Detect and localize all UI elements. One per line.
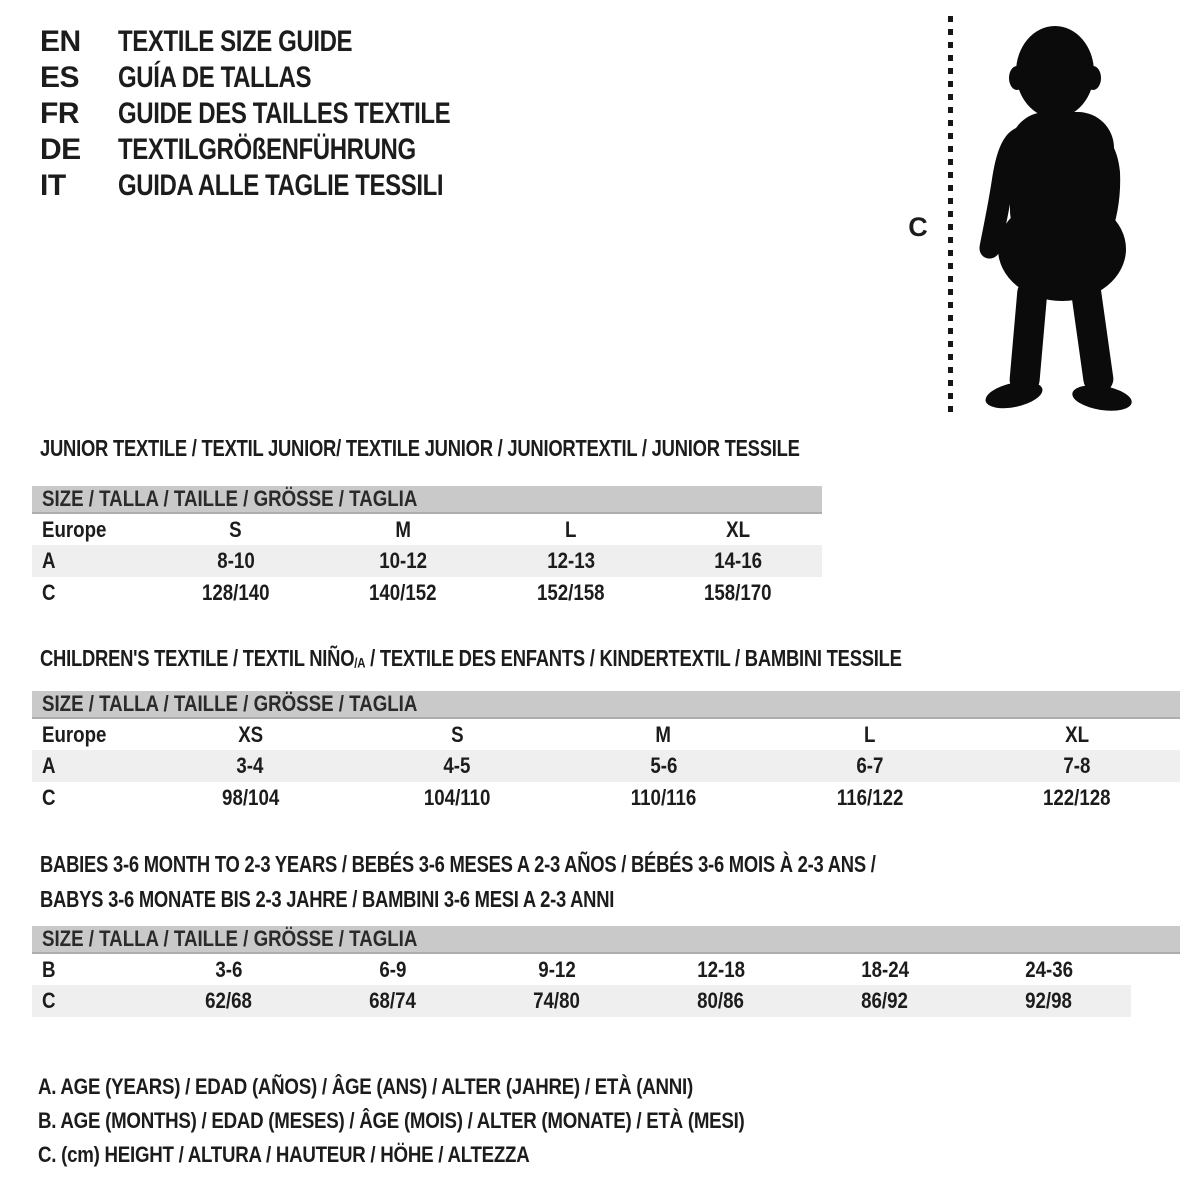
row-label (32, 545, 152, 577)
size-value: 74/80 (533, 988, 581, 1013)
size-cell (475, 985, 639, 1017)
lang-row-de (40, 132, 533, 168)
size-cell (311, 953, 475, 985)
size-cell (147, 750, 354, 782)
size-value: S (229, 516, 242, 542)
lang-code: ES (40, 61, 80, 94)
legend-line-b (38, 1104, 869, 1138)
size-cell (147, 718, 354, 750)
size-cell (767, 750, 974, 782)
size-cell (639, 985, 803, 1017)
row-label (32, 985, 147, 1017)
spacer-cell (1131, 985, 1180, 1017)
toddler-shorts (998, 197, 1126, 301)
lang-code: IT (40, 169, 66, 202)
guide-title: GUIDE DES TAILLES TEXTILE (118, 97, 451, 130)
size-value: M (655, 721, 672, 747)
junior-size-table (32, 486, 822, 609)
babies-section-heading (40, 847, 1085, 917)
lang-row-en (40, 24, 533, 60)
size-cell (354, 718, 561, 750)
size-header-text: SIZE / TALLA / TAILLE / GRÖSSE / TAGLIA (42, 926, 418, 951)
size-value: 140/152 (369, 580, 438, 605)
size-value: 10-12 (379, 548, 428, 573)
size-cell (320, 577, 488, 609)
children-size-table (32, 691, 1180, 814)
babies-size-table (32, 926, 1180, 1017)
row-label (32, 953, 147, 985)
size-value: 6-9 (379, 956, 407, 982)
size-value: 122/128 (1042, 785, 1111, 810)
table-row-height (32, 782, 1180, 814)
toddler-head (1016, 26, 1094, 118)
row-label (32, 750, 147, 782)
size-cell (639, 953, 803, 985)
row-label-text: C (42, 988, 56, 1013)
table-header-row (32, 926, 1180, 953)
lang-code: DE (40, 133, 81, 166)
spacer-cell (1131, 953, 1180, 985)
guide-title: GUÍA DE TALLAS (118, 61, 312, 94)
size-value: 68/74 (369, 988, 417, 1013)
table-row-height (32, 577, 822, 609)
size-cell (767, 718, 974, 750)
size-value: 98/104 (221, 785, 279, 810)
height-measure-label: C (908, 212, 928, 242)
table-row-europe (32, 513, 822, 545)
toddler-ear-left (1009, 66, 1025, 90)
toddler-leg-right (1069, 277, 1115, 395)
size-cell (655, 577, 823, 609)
size-cell (973, 750, 1180, 782)
size-value: S (450, 721, 464, 747)
table-row-age (32, 750, 1180, 782)
toddler-foot-right (1070, 381, 1133, 414)
size-value: L (565, 516, 577, 542)
table-row-height (32, 985, 1180, 1017)
size-cell (152, 577, 320, 609)
table-row-age-months (32, 953, 1180, 985)
children-heading-text (40, 641, 902, 682)
size-cell (487, 513, 655, 545)
lang-code: FR (40, 97, 79, 130)
legend-text-a: A. AGE (YEARS) / EDAD (AÑOS) / ÂGE (ANS) / ALTER (JAHRE) / ETÀ (ANNI) (38, 1074, 693, 1099)
size-value: 116/122 (836, 785, 904, 810)
size-value: L (864, 721, 876, 747)
legend-line-c (38, 1138, 869, 1172)
row-label (32, 718, 147, 750)
size-cell (354, 750, 561, 782)
size-header-text: SIZE / TALLA / TAILLE / GRÖSSE / TAGLIA (42, 691, 418, 716)
size-value: 3-4 (236, 753, 264, 778)
size-cell (767, 782, 974, 814)
size-cell (803, 985, 967, 1017)
size-value: 9-12 (538, 956, 576, 982)
size-value: XS (237, 721, 263, 747)
size-value: 104/110 (423, 785, 491, 810)
size-cell (655, 545, 823, 577)
row-label (32, 577, 152, 609)
size-cell (152, 545, 320, 577)
junior-heading-text: JUNIOR TEXTILE / TEXTIL JUNIOR/ TEXTILE JUNIOR / JUNIORTEXTIL / JUNIOR TESSILE (40, 435, 800, 461)
guide-title: TEXTILGRÖßENFÜHRUNG (118, 133, 416, 166)
size-cell (152, 513, 320, 545)
table-header-row (32, 691, 1180, 718)
size-cell (803, 953, 967, 985)
junior-section-heading (40, 431, 990, 466)
size-cell (967, 985, 1131, 1017)
height-measure-dashed-line (948, 16, 953, 418)
row-label-text: B (42, 956, 56, 982)
size-cell (475, 953, 639, 985)
size-cell (487, 577, 655, 609)
size-value: 4-5 (443, 753, 471, 778)
children-section-heading (40, 641, 1117, 682)
size-value: 6-7 (856, 753, 884, 778)
row-label-text: Europe (42, 516, 107, 542)
babies-heading-line1-wrap (40, 847, 1085, 882)
row-label (32, 513, 152, 545)
size-cell (973, 782, 1180, 814)
legend-line-a (38, 1070, 869, 1104)
size-value: XL (1064, 721, 1089, 747)
size-value: 24-36 (1025, 956, 1073, 982)
size-header-text: SIZE / TALLA / TAILLE / GRÖSSE / TAGLIA (42, 486, 418, 511)
row-label-text: A (42, 548, 56, 573)
toddler-leg-left (1008, 278, 1048, 395)
size-value: 3-6 (215, 956, 243, 982)
size-value: 110/116 (630, 785, 697, 810)
table-header-row (32, 486, 822, 513)
toddler-ear-right (1085, 66, 1101, 90)
size-cell (320, 513, 488, 545)
babies-heading-line2: BABYS 3-6 MONATE BIS 2-3 JAHRE / BAMBINI 3-6 MESI A 2-3 ANNI (40, 886, 615, 912)
size-value: 80/86 (697, 988, 745, 1013)
lang-row-fr (40, 96, 533, 132)
size-cell (560, 750, 767, 782)
table-row-europe (32, 718, 1180, 750)
size-cell (147, 985, 311, 1017)
toddler-silhouette-icon (962, 14, 1142, 419)
size-cell (354, 782, 561, 814)
size-value: M (395, 516, 412, 542)
size-cell (147, 953, 311, 985)
size-cell (487, 545, 655, 577)
size-cell (311, 985, 475, 1017)
lang-row-es (40, 60, 533, 96)
size-header-cell (32, 926, 1180, 953)
measure-legend (38, 1070, 869, 1172)
babies-heading-line2-wrap (40, 882, 1085, 917)
size-cell (560, 782, 767, 814)
size-value: 128/140 (201, 580, 270, 605)
size-value: 8-10 (217, 548, 255, 573)
size-value: 92/98 (1025, 988, 1073, 1013)
children-heading-post: / TEXTILE DES ENFANTS / KINDERTEXTIL / BAMBINI TESSILE (365, 645, 902, 671)
row-label-text: A (42, 753, 56, 778)
size-cell (967, 953, 1131, 985)
row-label-text: C (42, 785, 56, 810)
children-heading-sub: /A (354, 655, 366, 672)
lang-code: EN (40, 25, 81, 58)
row-label-text: C (42, 580, 56, 605)
size-cell (655, 513, 823, 545)
size-value: 86/92 (861, 988, 909, 1013)
size-cell (560, 718, 767, 750)
size-header-cell (32, 486, 822, 513)
size-cell (320, 545, 488, 577)
size-value: 18-24 (861, 956, 909, 982)
size-header-cell (32, 691, 1180, 718)
children-heading-pre: CHILDREN'S TEXTILE / TEXTIL NIÑO (40, 645, 355, 671)
legend-text-b: B. AGE (MONTHS) / EDAD (MESES) / ÂGE (MOIS) / ALTER (MONATE) / ETÀ (MESI) (38, 1108, 745, 1133)
row-label-text: Europe (42, 721, 107, 747)
size-cell (147, 782, 354, 814)
legend-text-c: C. (cm) HEIGHT / ALTURA / HAUTEUR / HÖHE / ALTEZZA (38, 1142, 530, 1167)
size-cell (973, 718, 1180, 750)
guide-title: GUIDA ALLE TAGLIE TESSILI (118, 169, 444, 202)
size-value: 158/170 (704, 580, 773, 605)
language-title-block (40, 24, 533, 204)
lang-row-it (40, 168, 533, 204)
guide-title: TEXTILE SIZE GUIDE (118, 25, 353, 58)
row-label (32, 782, 147, 814)
size-value: 62/68 (205, 988, 253, 1013)
babies-heading-line1: BABIES 3-6 MONTH TO 2-3 YEARS / BEBÉS 3-6 MESES A 2-3 AÑOS / BÉBÉS 3-6 MOIS À 2-3 ANS / (40, 851, 876, 877)
size-value: 14-16 (714, 548, 763, 573)
size-value: 12-13 (546, 548, 595, 573)
table-row-age (32, 545, 822, 577)
size-value: 5-6 (649, 753, 677, 778)
size-value: XL (726, 516, 751, 542)
size-value: 12-18 (697, 956, 745, 982)
size-value: 152/158 (536, 580, 605, 605)
size-value: 7-8 (1063, 753, 1091, 778)
